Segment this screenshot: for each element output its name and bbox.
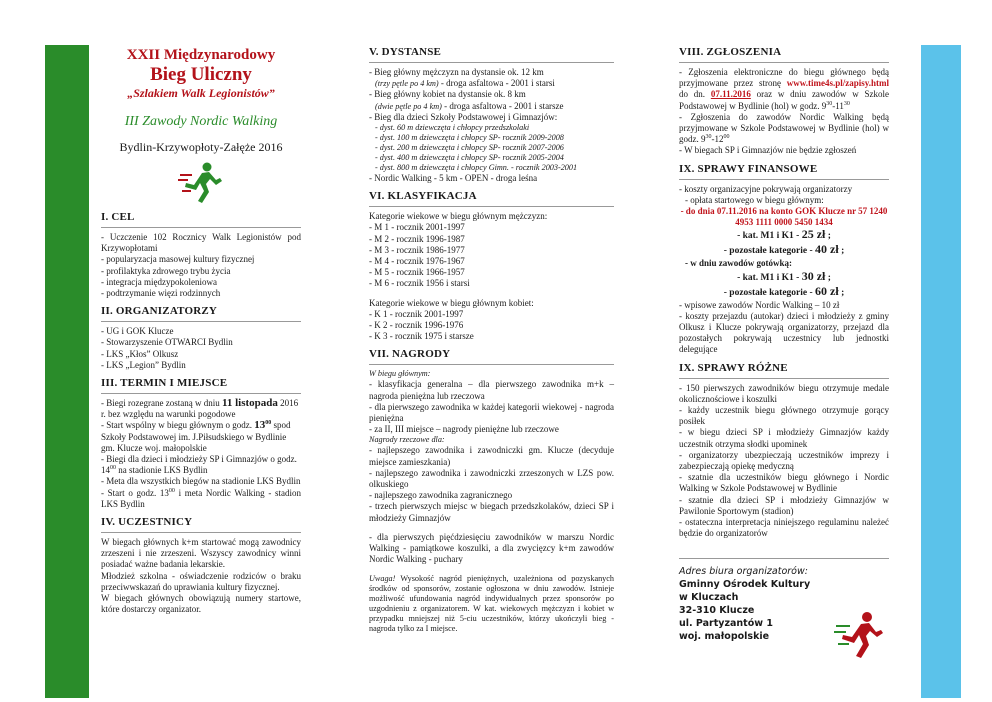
address-line: ul. Partyzantów 1 [679, 617, 773, 629]
organizer-item: - LKS „Legion” Bydlin [101, 359, 186, 370]
prize-item: - klasyfikacja generalna – dla pierwszego zawodnika m+k – nagroda pieniężna lub rzeczowa [369, 379, 614, 401]
prize-item: - za II, III miejsce – nagrody pieniężne lub rzeczowe [369, 424, 559, 435]
kids-distance-item: - dyst. 800 m dziewczęta i chłopcy Gimn. - rocznik 2003-2001 [375, 163, 578, 173]
runner-icon-bottom [833, 610, 887, 660]
women-category: - K 3 - rocznik 1975 i starsze [369, 331, 474, 342]
fee-line: - pozostałe kategorie - 60 zł ; [723, 283, 845, 298]
misc-item: - w biegu dzieci SP i młodzieży Gimnazjów każdy uczestnik otrzyma słodki upominek [679, 427, 889, 449]
title-line-3: „Szlakiem Walk Legionistów” [127, 86, 275, 100]
finance-bank-account: - do dnia 07.11.2016 na konto GOK Klucze nr 57 1240 4953 1111 0000 5450 1434 [680, 206, 888, 228]
address-label: Adres biura organizatorów: [679, 565, 808, 577]
section-uczestnicy-title: IV. UCZESTNICY [101, 516, 301, 533]
men-category: - M 2 - rocznik 1996-1987 [369, 233, 465, 244]
finance-line: - wpisowe zawodów Nordic Walking – 10 zł [679, 299, 840, 310]
title-line-2: Bieg Uliczny [150, 64, 252, 85]
uczestnicy-text: Młodzież szkolna - oświadczenie rodziców o braku przeciwwskazań do uprawiania kultury fizycznej. [101, 570, 301, 592]
registration-online: - Zgłoszenia elektroniczne do biegu głównego będą przyjmowane przez stronę www.time4s.pl/zapisy.html do dn. 07.11.2016 oraz w dniu zawodów w Szkole Podstawowej w Bydlinie (hol) w godz. $9^{30}-11^{30}$ [679, 67, 889, 111]
section-organizatorzy-title: II. ORGANIZATORZY [101, 305, 301, 322]
address-line: w Kluczach [679, 591, 739, 603]
termin-date: - Biegi rozegrane zostaną w dniu 11 listopada 2016 r. bez względu na warunki pogodowe [101, 397, 299, 420]
prize-item: - trzech pierwszych miejsc w biegach przedszkolaków, dzieci SP i młodzieży Gimnazjów [369, 501, 614, 523]
column-2 [369, 46, 614, 634]
right-blue-stripe [921, 45, 961, 698]
prizes-note: Uwaga! Wysokość nagród pieniężnych, uzależniona od pozyskanych środków od sponsorów, zostanie ogłoszona w dniu zawodów. Istnieje możliwość ufundowania nagród indywidualnych przez sponsorów po uzgodnieniu z organizatorem. W kat. wiekowych mężczyzn i kobiet w przypadku mniejszej niż 5-ciu uczestników, którzy ukończyli bieg - nagroda tylko za I miejsce. [369, 573, 614, 633]
cel-item: - Uczczenie 102 Rocznicy Walk Legionistów pod Krzywopłotami [101, 232, 301, 254]
prizes-subheading: W biegu głównym: [369, 369, 431, 379]
cel-item: - podtrzymanie więzi rodzinnych [101, 288, 221, 299]
men-category: - M 4 - rocznik 1976-1967 [369, 256, 465, 267]
section-zgloszenia-title: VIII. ZGŁOSZENIA [679, 46, 889, 63]
address-line: Gminny Ośrodek Kultury [679, 578, 811, 590]
fee-line: - kat. M1 i K1 - 30 zł ; [737, 268, 831, 283]
section-nagrody-title: VII. NAGRODY [369, 348, 614, 365]
distance-men: - Bieg główny mężczyzn na dystansie ok. 12 km [369, 67, 544, 77]
termin-finish: - Meta dla wszystkich biegów na stadionie LKS Bydlin [101, 476, 301, 487]
organizer-item: - UG i GOK Klucze [101, 326, 174, 337]
finance-line: - koszty przejazdu (autokar) dzieci i młodzieży z gminy Olkusz i Klucze pokrywają organizatorzy, przejazd dla pozostałych pokrywają uczestnicy lub jednostki delegujące [679, 310, 889, 355]
women-categories-heading: Kategorie wiekowe w biegu głównym kobiet: [369, 297, 534, 308]
uczestnicy-text: W biegach głównych k+m startować mogą zawodnicy zrzeszeni i nie zrzeszeni. Wszyscy zawodnicy winni posiadać ważne badania lekarskie. [101, 537, 301, 570]
distance-nordic: - Nordic Walking - 5 km - OPEN - droga leśna [369, 173, 538, 184]
section-finanse-title: IX. SPRAWY FINANSOWE [679, 163, 889, 180]
registration-link[interactable]: www.time4s.pl/zapisy.html [786, 78, 889, 89]
kids-distance-item: - dyst. 400 m dziewczęta i chłopcy SP- rocznik 2005-2004 [375, 153, 564, 163]
registration-kids: - W biegach SP i Gimnazjów nie będzie zgłoszeń [679, 145, 857, 156]
cel-item: - integracja międzypokoleniowa [101, 276, 217, 287]
section-dystanse-title: V. DYSTANSE [369, 46, 614, 63]
finance-line: - koszty organizacyjne pokrywają organizatorzy [679, 183, 853, 194]
prizes-subheading: Nagrody rzeczowe dla: [369, 435, 445, 445]
organizer-item: - Stowarzyszenie OTWARCI Bydlin [101, 337, 233, 348]
section-klasyfikacja-title: VI. KLASYFIKACJA [369, 190, 614, 207]
organizer-item: - LKS „Kłos” Olkusz [101, 348, 179, 359]
section-rozne-title: IX. SPRAWY RÓŻNE [679, 362, 889, 379]
location-line: Bydlin-Krzywopłoty-Załęże 2016 [119, 140, 283, 154]
prize-item: - najlepszego zawodnika i zawodniczki gm. Klucze (decyduje miejsce zamieszkania) [369, 445, 614, 467]
cel-item: - popularyzacja masowej kultury fizycznej [101, 254, 255, 265]
misc-item: - ostateczna interpretacja niniejszego regulaminu należeć będzie do organizatorów [679, 517, 889, 539]
cel-item: - profilaktyka zdrowego trybu życia [101, 265, 231, 276]
section-cel-title: I. CEL [101, 211, 301, 228]
left-green-stripe [45, 45, 89, 698]
section-termin-title: III. TERMIN I MIEJSCE [101, 377, 301, 394]
men-category: - M 6 - rocznik 1956 i starsi [369, 278, 470, 289]
title-line-1: XXII Międzynarodowy [126, 47, 276, 63]
termin-kids: - Biegi dla dzieci i młodzieży SP i Gimnazjów o godz. $14^{00}$ na stadionie LKS Bydlin [101, 454, 297, 476]
termin-start: - Start wspólny w biegu głównym o godz. $13^{00}$ spod Szkoły Podstawowej im. J.Piłsudskiego w Bydlinie gm. Klucze woj. małopolskie [101, 419, 291, 453]
address-line: woj. małopolskie [679, 630, 770, 642]
men-category: - M 5 - rocznik 1966-1957 [369, 267, 465, 278]
finance-line: - w dniu zawodów gotówką: [685, 258, 793, 269]
runner-icon [176, 161, 226, 205]
prize-item: - dla pierwszego zawodnika w każdej kategorii wiekowej - nagroda pieniężna [369, 401, 614, 424]
prize-item: - najlepszego zawodnika i zawodniczki zrzeszonych w LZS pow. olkuskiego [369, 467, 614, 490]
subtitle-nordic-walking: III Zawody Nordic Walking [124, 114, 278, 129]
misc-item: - 150 pierwszych zawodników biegu otrzymuje medale okolicznościowe i koszulki [679, 382, 889, 404]
kids-distance-item: - dyst. 60 m dziewczęta i chłopcy przedszkolaki [375, 123, 530, 133]
termin-nordic: - Start o godz. $13^{00}$ i meta Nordic Walking - stadion LKS Bydlin [101, 487, 301, 509]
uczestnicy-text: W biegach głównych obowiązują numery startowe, które dostarczy organizator. [101, 593, 301, 615]
women-category: - K 1 - rocznik 2001-1997 [369, 308, 464, 319]
misc-item: - organizatorzy ubezpieczają uczestników imprezy i zabezpieczają opiekę medyczną [679, 449, 889, 472]
men-categories-heading: Kategorie wiekowe w biegu głównym mężczyzn: [369, 211, 548, 222]
prize-item: - najlepszego zawodnika zagranicznego [369, 490, 513, 501]
misc-item: - szatnie dla uczestników biegu głównego i Nordic Walking w Szkole Podstawowej w Bydlinie [679, 472, 889, 494]
leaflet-header [101, 46, 301, 205]
women-category: - K 2 - rocznik 1996-1976 [369, 320, 464, 331]
men-category: - M 3 - rocznik 1986-1977 [369, 244, 465, 255]
fee-line: - kat. M1 i K1 - 25 zł ; [737, 227, 831, 242]
address-line: 32-310 Klucze [679, 604, 755, 616]
misc-item: - szatnie dla dzieci SP i młodzieży Gimnazjów w Pawilonie Sportowym (stadion) [679, 494, 889, 516]
prize-nordic: - dla pierwszych pięćdziesięciu zawodników w marszu Nordic Walking - pamiątkowe koszulki, a dla zwycięzcy k+m zawodów Nordic Walking - puchary [369, 531, 614, 565]
column-3 [679, 46, 889, 643]
column-1 [101, 46, 301, 615]
distance-women-detail: (dwie pętle po 4 km) - droga asfaltowa - 2001 i starsze [375, 100, 564, 111]
kids-distance-item: - dyst. 200 m dziewczęta i chłopcy SP- rocznik 2007-2006 [375, 143, 564, 153]
men-category: - M 1 - rocznik 2001-1997 [369, 222, 465, 233]
kids-distance-item: - dyst. 100 m dziewczęta i chłopcy SP- rocznik 2009-2008 [375, 133, 564, 143]
distance-kids: - Bieg dla dzieci Szkoły Podstawowej i Gimnazjów: [369, 111, 558, 122]
distance-women: - Bieg główny kobiet na dystansie ok. 8 km [369, 89, 526, 100]
misc-item: - każdy uczestnik biegu głównego otrzymuje gorący posiłek [679, 405, 889, 427]
fee-line: - pozostałe kategorie - 40 zł ; [723, 242, 845, 257]
finance-line: - opłata startowego w biegu głównym: [685, 194, 824, 205]
registration-nordic: - Zgłoszenia do zawodów Nordic Walking będą przyjmowane w Szkole Podstawowej w Bydlinie (hol) w godz. $9^{30}-12^{00}$ [679, 111, 889, 145]
distance-men-detail: (trzy pętle po 4 km) - droga asfaltowa - 2001 i starsi [375, 78, 555, 89]
